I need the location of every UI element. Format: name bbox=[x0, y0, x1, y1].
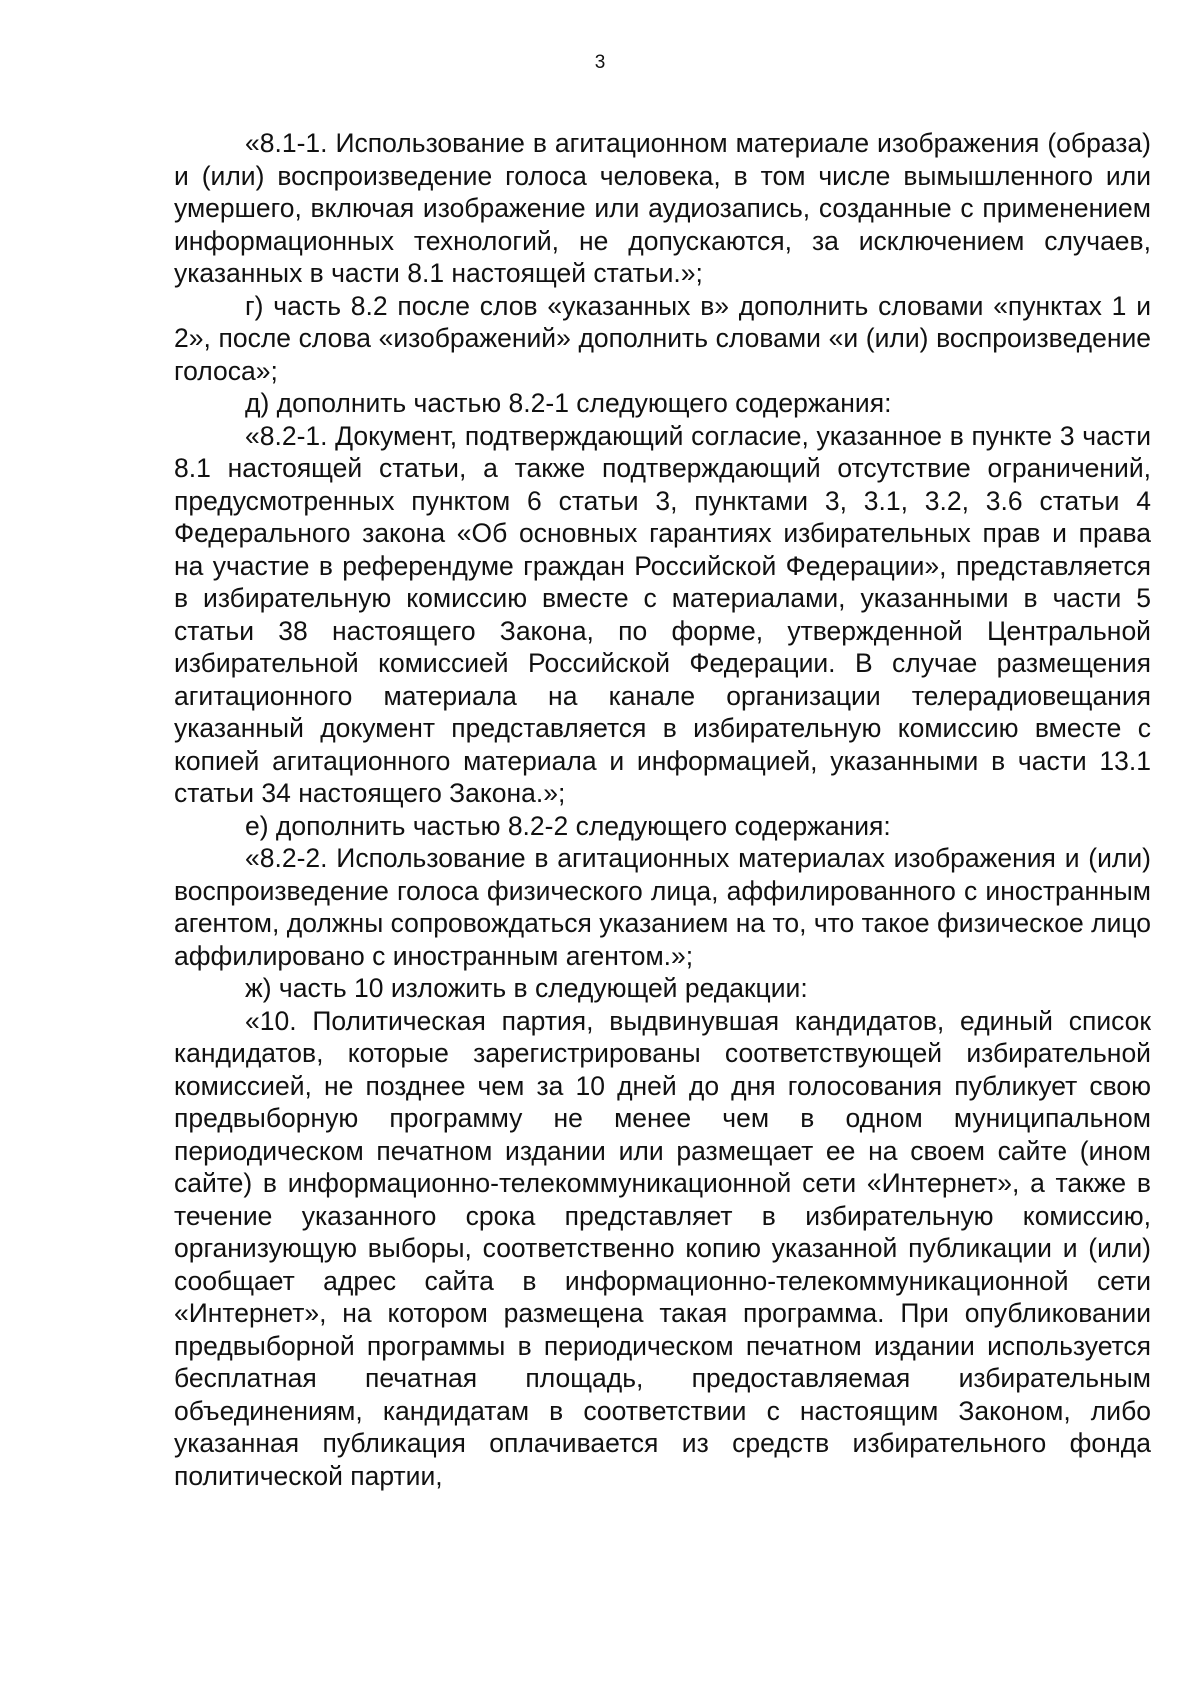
paragraph-amendment-g: г) часть 8.2 после слов «указанных в» дополнить словами «пунктах 1 и 2», после слова «изображений» дополнить словами «и (или) воспроизведение голоса»; bbox=[174, 290, 1151, 386]
paragraph-amendment-e: е) дополнить частью 8.2-2 следующего содержания: bbox=[245, 810, 891, 841]
document-body bbox=[174, 127, 1151, 1492]
paragraph-8-2-1: «8.2-1. Документ, подтверждающий согласие, указанное в пункте 3 части 8.1 настоящей статьи, а также подтверждающий отсутствие ограничений, предусмотренных пунктом 6 статьи 3, пунктами 3, 3.1, 3.2, 3.6 статьи 4 Федерального закона «Об основных гарантиях избирательных прав и права на участие в референдуме граждан Российской Федерации», представляется в избирательную комиссию вместе с материалами, указанными в части 5 статьи 38 настоящего Закона, по форме, утвержденной Центральной избирательной комиссией Российской Федерации. В случае размещения агитационного материала на канале организации телерадиовещания указанный документ представляется в избирательную комиссию вместе с копией агитационного материала и информацией, указанными в части 13.1 статьи 34 настоящего Закона.»; bbox=[174, 420, 1151, 808]
paragraph-8-1-1: «8.1-1. Использование в агитационном материале изображения (образа) и (или) воспроизведение голоса человека, в том числе вымышленного или умершего, включая изображение или аудиозапись, созданные с применением информационных технологий, не допускаются, за исключением случаев, указанных в части 8.1 настоящей статьи.»; bbox=[174, 128, 1151, 288]
paragraph-amendment-d: д) дополнить частью 8.2-1 следующего содержания: bbox=[245, 388, 892, 418]
paragraph-amendment-zh: ж) часть 10 изложить в следующей редакции: bbox=[245, 973, 808, 1003]
paragraph-8-2-2: «8.2-2. Использование в агитационных материалах изображения и (или) воспроизведение голоса физического лица, аффилированного с иностранным агентом, должны сопровождаться указанием на то, что такое физическое лицо аффилировано с иностранным агентом.»; bbox=[174, 843, 1151, 971]
paragraph-10: «10. Политическая партия, выдвинувшая кандидатов, единый список кандидатов, которые зарегистрированы соответствующей избирательной комиссией, не позднее чем за 10 дней до дня голосования публикует свою предвыборную программу не менее чем в одном муниципальном периодическом печатном издании или размещает ее на своем сайте (ином сайте) в информационно-телекоммуникационной сети «Интернет», а также в течение указанного срока представляет в избирательную комиссию, организующую выборы, соответственно копию указанной публикации и (или) сообщает адрес сайта в информационно-телекоммуникационной сети «Интернет», на котором размещена такая программа. При опубликовании предвыборной программы в периодическом печатном издании используется бесплатная печатная площадь, предоставляемая избирательным объединениям, кандидатам в соответствии с настоящим Законом, либо указанная публикация оплачивается из средств избирательного фонда политической партии, bbox=[174, 1005, 1151, 1491]
page-number: 3 bbox=[594, 52, 606, 73]
